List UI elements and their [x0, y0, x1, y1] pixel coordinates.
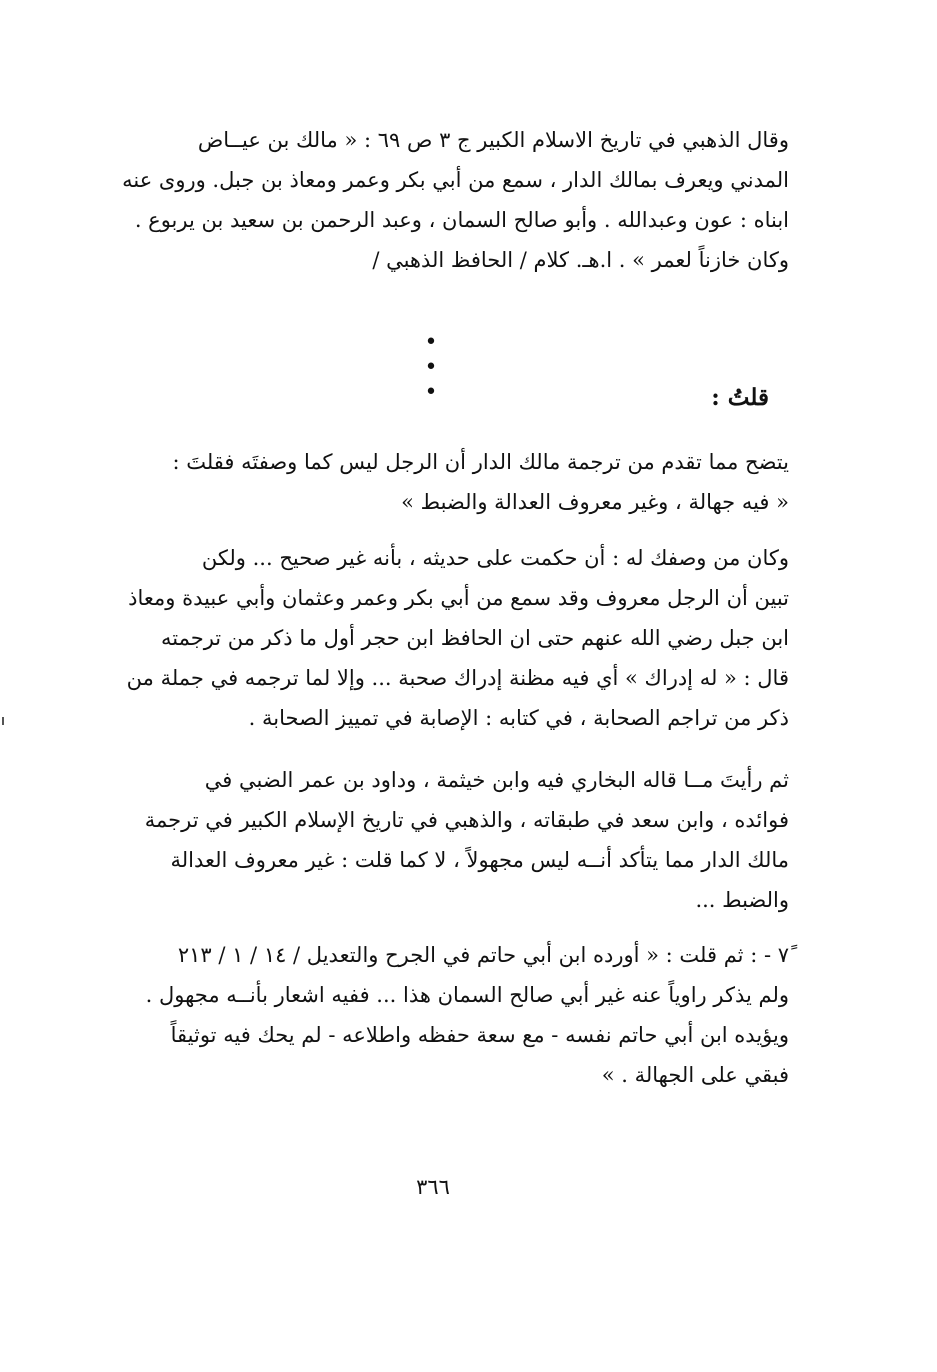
- text-line: وكان خازناً لعمر » . ا.هـ. كلام / الحافظ الذهبي /: [372, 248, 789, 272]
- text-line: ويؤيده ابن أبي حاتم نفسه - مع سعة حفظه واطلاعه - لم يحك فيه توثيقاً: [170, 1023, 789, 1047]
- page-number: ٣٦٦: [416, 1175, 450, 1199]
- text-line: مالك الدار مما يتأكد أنــه ليس مجهولاً ، لا كما قلت : غير معروف العدالة: [170, 848, 789, 872]
- section-separator: • • •: [424, 330, 476, 405]
- scan-edge-mark: [2, 717, 4, 725]
- text-line: يتضح مما تقدم من ترجمة مالك الدار أن الرجل ليس كما وصفتَه فقلتَ :: [172, 450, 789, 474]
- text-line: تبين أن الرجل معروف وقد سمع من أبي بكر وعمر وعثمان وأبي عبيدة ومعاذ: [128, 586, 789, 610]
- section-heading: قلتُ :: [711, 384, 769, 411]
- text-line: ٧ً - : ثم قلت : « أورده ابن أبي حاتم في الجرح والتعديل / ١٤ / ١ / ٢١٣: [177, 943, 789, 967]
- text-line: فوائده ، وابن سعد في طبقاته ، والذهبي في تاريخ الإسلام الكبير في ترجمة: [144, 808, 789, 832]
- text-line: والضبط ...: [695, 888, 789, 912]
- text-line: « فيه جهالة ، وغير معروف العدالة والضبط »: [401, 490, 789, 514]
- text-line: ثم رأيتَ مــا قاله البخاري فيه وابن خيثمة ، وداود بن عمر الضبي في: [204, 768, 789, 792]
- text-line: ابناه : عون وعبدالله . وأبو صالح السمان ، وعبد الرحمن بن سعيد بن يربوع .: [134, 208, 789, 232]
- text-line: ابن جبل رضي الله عنهم حتى ان الحافظ ابن حجر أول ما ذكر من ترجمته: [160, 626, 789, 650]
- text-line: وكان من وصفك له : أن حكمت على حديثه ، بأنه غير صحيح ... ولكن: [201, 546, 789, 570]
- text-line: المدني ويعرف بمالك الدار ، سمع من أبي بكر وعمر ومعاذ بن جبل. وروى عنه: [122, 168, 789, 192]
- text-line: وقال الذهبي في تاريخ الاسلام الكبير ج ٣ ص ٦٩ : « مالك بن عيــاض: [197, 128, 789, 152]
- text-line: فبقي على الجهالة . »: [601, 1063, 789, 1087]
- text-line: قال : « له إدراك » أي فيه مظنة إدراك صحبة ... وإلا لما ترجمه في جملة من: [126, 666, 789, 690]
- text-line: ولم يذكر راوياً عنه غير أبي صالح السمان هذا ... ففيه اشعار بأنــه مجهول .: [145, 983, 789, 1007]
- text-line: ذكر من تراجم الصحابة ، في كتابه : الإصابة في تمييز الصحابة .: [248, 706, 789, 730]
